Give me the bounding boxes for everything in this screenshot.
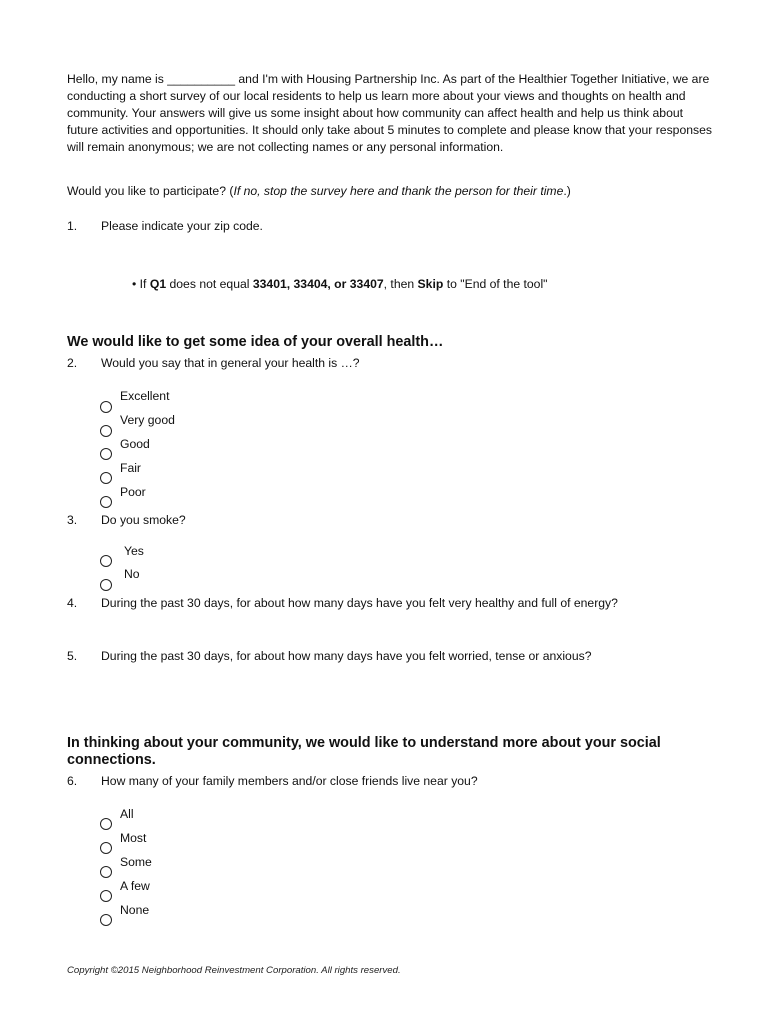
- radio-most[interactable]: [100, 842, 112, 854]
- question-number: 4.: [67, 596, 78, 610]
- radio-none[interactable]: [100, 914, 112, 926]
- question-text: During the past 30 days, for about how many days have you felt worried, tense or anxious?: [101, 649, 592, 663]
- question-number: 1.: [67, 219, 78, 233]
- question-text: During the past 30 days, for about how many days have you felt very healthy and full of energy?: [101, 596, 618, 610]
- section-heading-community: In thinking about your community, we would like to understand more about your social connections.: [67, 735, 661, 768]
- skip-logic-note: [132, 277, 548, 291]
- intro-paragraph: [67, 71, 717, 156]
- question-number: 2.: [67, 356, 78, 370]
- option-label-all: All: [120, 807, 134, 821]
- radio-a-few[interactable]: [100, 890, 112, 902]
- question-text: Do you smoke?: [101, 513, 186, 527]
- bullet: •: [132, 277, 137, 291]
- question-number: 6.: [67, 774, 78, 788]
- radio-some[interactable]: [100, 866, 112, 878]
- radio-all[interactable]: [100, 818, 112, 830]
- radio-good[interactable]: [100, 448, 112, 460]
- question-text: How many of your family members and/or close friends live near you?: [101, 774, 478, 788]
- question-text: Please indicate your zip code.: [101, 219, 263, 233]
- option-label-no: No: [124, 567, 140, 581]
- option-label-poor: Poor: [120, 485, 146, 499]
- skip-then: , then: [383, 277, 415, 291]
- option-label-fair: Fair: [120, 461, 141, 475]
- participate-closing: .): [563, 184, 571, 198]
- question-number: 5.: [67, 649, 78, 663]
- option-label-some: Some: [120, 855, 152, 869]
- skip-if: If: [139, 277, 147, 291]
- section-heading-health: We would like to get some idea of your overall health…: [67, 334, 444, 350]
- option-label-yes: Yes: [124, 544, 144, 558]
- copyright-footer: Copyright ©2015 Neighborhood Reinvestment Corporation. All rights reserved.: [67, 965, 401, 976]
- radio-no[interactable]: [100, 579, 112, 591]
- question-text: Would you say that in general your health is …?: [101, 356, 360, 370]
- radio-very-good[interactable]: [100, 425, 112, 437]
- question-number: 3.: [67, 513, 78, 527]
- skip-codes: 33401, 33404, or 33407: [252, 277, 384, 291]
- radio-excellent[interactable]: [100, 401, 112, 413]
- participate-question: [67, 184, 571, 198]
- option-label-a-few: A few: [120, 879, 150, 893]
- option-label-good: Good: [120, 437, 150, 451]
- participate-question-text: Would you like to participate? (: [67, 184, 234, 198]
- skip-does-not-equal: does not equal: [169, 277, 250, 291]
- skip-word: Skip: [417, 277, 444, 291]
- participate-instruction: If no, stop the survey here and thank the person for their time: [233, 184, 564, 198]
- skip-target: to "End of the tool": [446, 277, 548, 291]
- radio-poor[interactable]: [100, 496, 112, 508]
- option-label-very-good: Very good: [120, 413, 175, 427]
- option-label-most: Most: [120, 831, 147, 845]
- radio-yes[interactable]: [100, 555, 112, 567]
- skip-q: Q1: [149, 277, 167, 291]
- radio-fair[interactable]: [100, 472, 112, 484]
- option-label-excellent: Excellent: [120, 389, 170, 403]
- option-label-none: None: [120, 903, 150, 917]
- intro-text: Hello, my name is __________ and I'm with Housing Partnership Inc. As part of the Healthier Together Initiative, we are conducting a short survey of our local residents to help us learn more about your views and thoughts on health and community. Your answers will give us some insight about how community can affect health and help us think about future activities and opportunities. It should only take about 5 minutes to complete and please know that your responses will remain anonymous; we are not collecting names or any personal information.: [67, 72, 712, 154]
